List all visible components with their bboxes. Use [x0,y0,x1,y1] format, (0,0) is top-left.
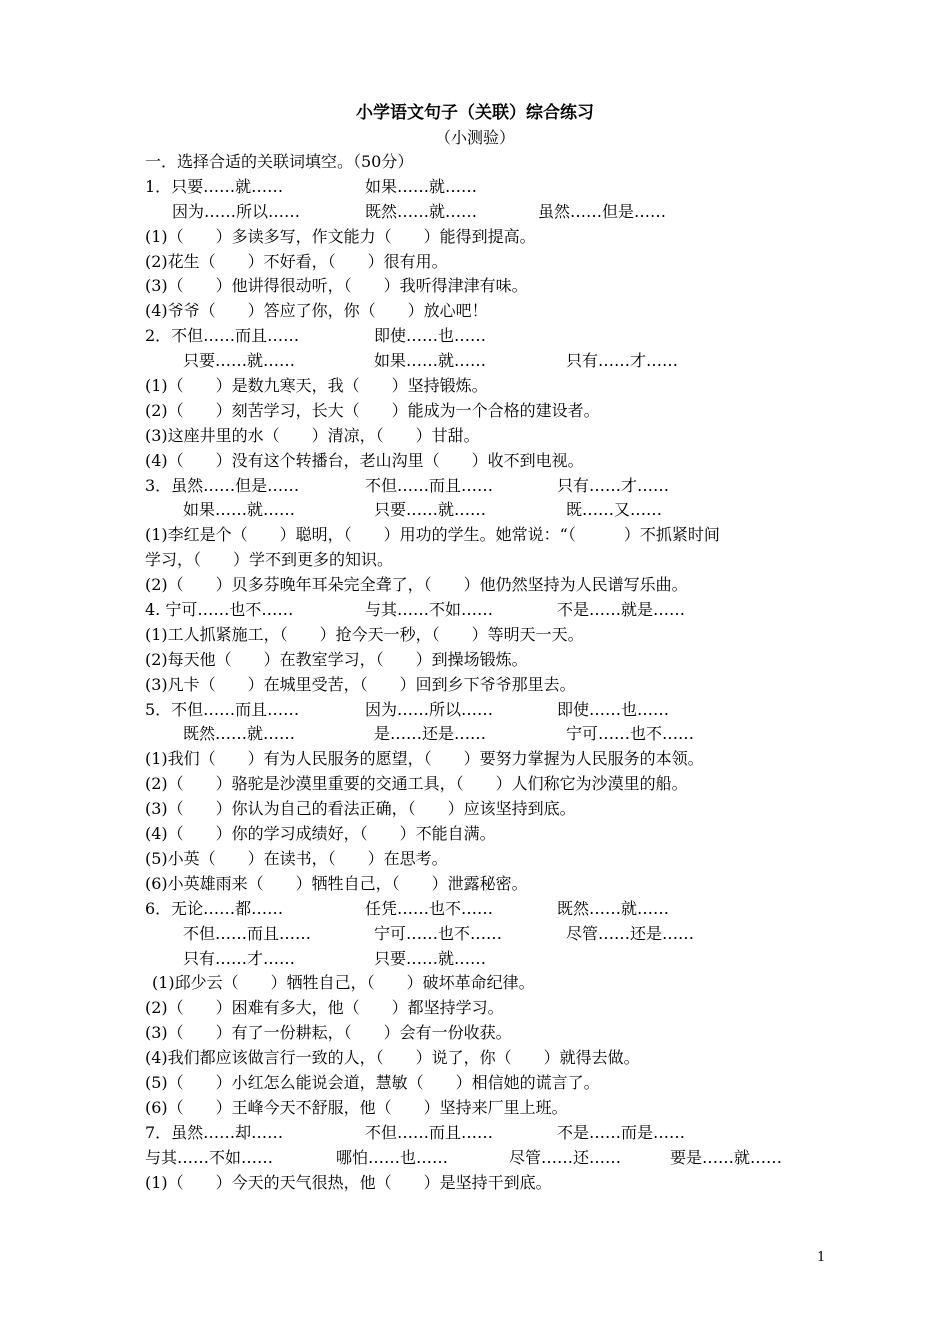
text-line [0,1121,950,1146]
text-line [0,523,950,548]
text-line [0,1096,950,1121]
text-segment: 如果……就…… [374,351,487,371]
text-segment: 要是……就…… [670,1147,783,1167]
text-segment: 4. 宁可……也不…… [145,600,294,620]
text-segment: 尽管……还是…… [566,923,695,943]
text-segment: 只要……就…… [183,351,296,371]
text-segment: 哪怕……也…… [336,1147,449,1167]
text-segment: (3)（ ）你认为自己的看法正确，（ ）应该坚持到底。 [145,799,576,819]
text-line [0,698,950,723]
text-segment: (2)（ ）刻苦学习，长大（ ）能成为一个合格的建设者。 [145,400,600,420]
text-line [0,175,950,200]
text-segment: (1)邱少云（ ）牺牲自己，（ ）破坏革命纪律。 [152,973,535,993]
text-line [0,399,950,424]
text-segment: 任凭……也不…… [365,898,494,918]
text-segment: (2)花生（ ）不好看，（ ）很有用。 [145,251,448,271]
text-line [0,200,950,225]
text-segment: (2)（ ）困难有多大，他（ ）都坚持学习。 [145,998,504,1018]
text-segment: (5)（ ）小红怎么能说会道，慧敏（ ）相信她的谎言了。 [145,1072,600,1092]
text-line [0,872,950,897]
text-line [0,772,950,797]
text-line [0,324,950,349]
text-line [0,374,950,399]
text-segment: (3)凡卡（ ）在城里受苦，（ ）回到乡下爷爷那里去。 [145,674,576,694]
text-line [0,1046,950,1071]
text-segment: 6．无论……都…… [145,898,284,918]
text-segment: (2)每天他（ ）在教室学习，（ ）到操场锻炼。 [145,649,528,669]
text-segment: 既然……就…… [557,898,670,918]
text-segment: 只有……才…… [566,351,679,371]
text-line [0,349,950,374]
text-segment: 既……又…… [566,500,663,520]
text-segment: (5)小英（ ）在读书，（ ）在思考。 [145,848,448,868]
text-segment: 如果……就…… [183,500,296,520]
text-segment: 宁可……也不…… [374,923,503,943]
text-segment: 与其……不如…… [365,600,494,620]
text-line [0,225,950,250]
text-segment: (6)（ ）王峰今天不舒服，他（ ）坚持来厂里上班。 [145,1097,568,1117]
text-segment: 不但……而且…… [365,475,494,495]
text-segment: (1)李红是个（ ）聪明，（ ）用功的学生。她常说：“（ ）不抓紧时间 [145,525,720,545]
text-line [0,747,950,772]
text-line [0,947,950,972]
text-segment: 既然……就…… [365,201,478,221]
text-segment: (1)（ ）是数九寒天，我（ ）坚持锻炼。 [145,376,488,396]
text-line [0,598,950,623]
text-line [0,971,950,996]
text-segment: 只有……才…… [183,948,296,968]
text-line [0,274,950,299]
text-segment: 1．只要……就…… [145,176,284,196]
text-segment: (1)我们（ ）有为人民服务的愿望，（ ）要努力掌握为人民服务的本领。 [145,749,704,769]
text-segment: 只要……就…… [374,948,487,968]
text-segment: 学习，（ ）学不到更多的知识。 [145,550,394,570]
page-number: 1 [817,1250,826,1265]
text-segment: (3)（ ）他讲得很动听，（ ）我听得津津有味。 [145,276,528,296]
text-line [0,847,950,872]
text-segment: (4)爷爷（ ）答应了你，你（ ）放心吧！ [145,301,488,321]
text-line [0,996,950,1021]
text-segment: (4)（ ）没有这个转播台，老山沟里（ ）收不到电视。 [145,450,584,470]
text-line [0,673,950,698]
text-segment: 3．虽然……但是…… [145,475,300,495]
text-segment: 尽管……还…… [509,1147,622,1167]
text-segment: 与其……不如…… [145,1147,274,1167]
text-line [0,498,950,523]
text-segment: (4)（ ）你的学习成绩好，（ ）不能自满。 [145,824,496,844]
text-line [0,822,950,847]
text-line [0,722,950,747]
text-line [0,573,950,598]
text-segment: 既然……就…… [183,724,296,744]
text-segment: (2)（ ）贝多芬晚年耳朵完全聋了，（ ）他仍然坚持为人民谱写乐曲。 [145,575,688,595]
text-segment: 一．选择合适的关联词填空。（50分） [145,152,414,171]
text-segment: 只有……才…… [557,475,670,495]
text-line [0,797,950,822]
page-title: 小学语文句子（关联）综合练习 [356,103,594,123]
text-segment: (2)（ ）骆驼是沙漠里重要的交通工具，（ ）人们称它为沙漠里的船。 [145,774,688,794]
text-segment: 因为……所以…… [365,699,494,719]
text-line [0,922,950,947]
text-segment: 不但……而且…… [183,923,312,943]
text-segment: (4)我们都应该做言行一致的人，（ ）说了，你（ ）就得去做。 [145,1048,640,1068]
text-line [0,150,950,175]
exercise-body [0,150,950,1195]
text-line [0,474,950,499]
text-segment: 不是……而是…… [557,1122,686,1142]
text-line [0,1071,950,1096]
text-line [0,648,950,673]
text-segment: 因为……所以…… [172,201,301,221]
text-segment: (3)这座井里的水（ ）清凉，（ ）甘甜。 [145,425,480,445]
text-line [0,1171,950,1196]
text-segment: (1)（ ）多读多写，作文能力（ ）能得到提高。 [145,226,536,246]
text-segment: 只要……就…… [374,500,487,520]
text-segment: (6)小英雄雨来（ ）牺牲自己，（ ）泄露秘密。 [145,873,528,893]
text-segment: 不但……而且…… [365,1122,494,1142]
text-segment: 7．虽然……却…… [145,1122,284,1142]
text-segment: 如果……就…… [365,176,478,196]
text-segment: 即使……也…… [557,699,670,719]
text-segment: 不是……就是…… [557,600,686,620]
text-segment: (1)工人抓紧施工，（ ）抢今天一秒，（ ）等明天一天。 [145,624,584,644]
text-line [0,1021,950,1046]
text-line [0,449,950,474]
text-line [0,1146,950,1171]
text-segment: 虽然……但是…… [538,201,667,221]
text-segment: (3)（ ）有了一份耕耘，（ ）会有一份收获。 [145,1023,512,1043]
text-segment: 5．不但……而且…… [145,699,300,719]
text-line [0,250,950,275]
text-line [0,424,950,449]
text-segment: 即使……也…… [374,326,487,346]
text-line [0,623,950,648]
text-segment: 宁可……也不…… [566,724,695,744]
text-segment: 2．不但……而且…… [145,326,300,346]
text-segment: (1)（ ）今天的天气很热，他（ ）是坚持干到底。 [145,1172,552,1192]
text-line [0,299,950,324]
text-line [0,897,950,922]
text-segment: 是……还是…… [374,724,487,744]
text-line [0,548,950,573]
page-subtitle: （小测验） [434,128,515,147]
